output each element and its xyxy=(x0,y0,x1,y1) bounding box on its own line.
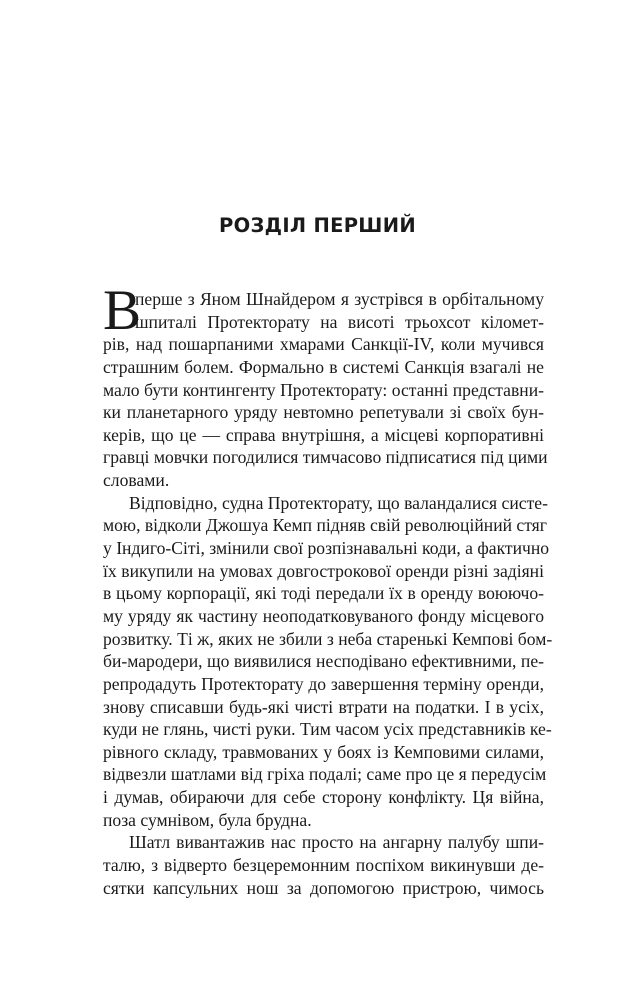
text-line: відвезли шатлами від гріха подалі; саме про це я передусім xyxy=(103,764,547,785)
text-line: перше з Яном Шнайдером я зустрівся в орбітальному xyxy=(135,289,544,309)
text-line: талю, з відверто безцеремонним поспіхом викинувши де- xyxy=(103,855,544,876)
text-line: Відповідно, судна Протекторату, що валандалися систе- xyxy=(129,492,548,513)
text-line: і думав, обираючи для себе сторону конфлікту. Ця війна, xyxy=(103,787,544,808)
paragraph xyxy=(103,279,548,492)
text-line: страшним болем. Формально в системі Санкція взагалі не xyxy=(103,356,544,377)
paragraph xyxy=(103,831,544,899)
text-line: гравці мовчки погодилися тимчасово підписатися під цими xyxy=(103,447,548,468)
text-line: знову списавши будь-які чисті втрати на податки. І в усіх, xyxy=(103,696,544,717)
text-line: му уряду як частину неоподатковуваного фонду місцевого xyxy=(103,605,544,626)
text-line: мою, відколи Джошуа Кемп підняв свій революційний стяг xyxy=(103,515,547,536)
body-text xyxy=(103,279,553,899)
text-line: поза сумнівом, була брудна. xyxy=(103,809,312,830)
text-line: керів, що це — справа внутрішня, а місцеві корпоративні xyxy=(103,424,544,445)
text-line: сятки капсульних нош за допомогою пристрою, чимось xyxy=(103,877,544,898)
text-line: в цьому корпорації, які тоді передали їх в оренду воюючо- xyxy=(103,583,544,604)
text-line: Шатл вивантажив нас просто на ангарну палубу шпи- xyxy=(129,832,544,853)
text-line: би-мародери, що виявилися несподівано ефективними, пе- xyxy=(103,651,544,672)
text-line: у Індиго-Сіті, змінили свої розпізнавальні коди, а фактично xyxy=(103,538,550,559)
text-line: куди не глянь, чисті руки. Тим часом усіх представників ке- xyxy=(103,719,552,740)
text-line: рівного складу, травмованих у боях із Кемповими силами, xyxy=(103,741,544,762)
chapter-title: РОЗДІЛ ПЕРШИЙ xyxy=(219,214,416,237)
paragraph xyxy=(103,492,553,832)
text-line: словами. xyxy=(103,470,170,491)
text-line: розвитку. Ті ж, яких не збили з неба старенькі Кемпові бом- xyxy=(103,628,553,649)
text-line: мало бути контингенту Протекторату: останні представни- xyxy=(103,379,544,400)
text-line: їх викупили на умовах довгострокової оренди різні задіяні xyxy=(103,560,544,581)
text-line: ки планетарного уряду невтомно репетували зі своїх бун- xyxy=(103,402,544,423)
text-line: рів, над пошарпаними хмарами Санкції-IV, коли мучився xyxy=(103,334,544,355)
drop-cap: В xyxy=(103,279,142,342)
text-line: шпиталі Протекторату на висоті трьохсот кіломет- xyxy=(135,311,544,332)
text-line: репродадуть Протекторату до завершення терміну оренди, xyxy=(103,673,544,694)
